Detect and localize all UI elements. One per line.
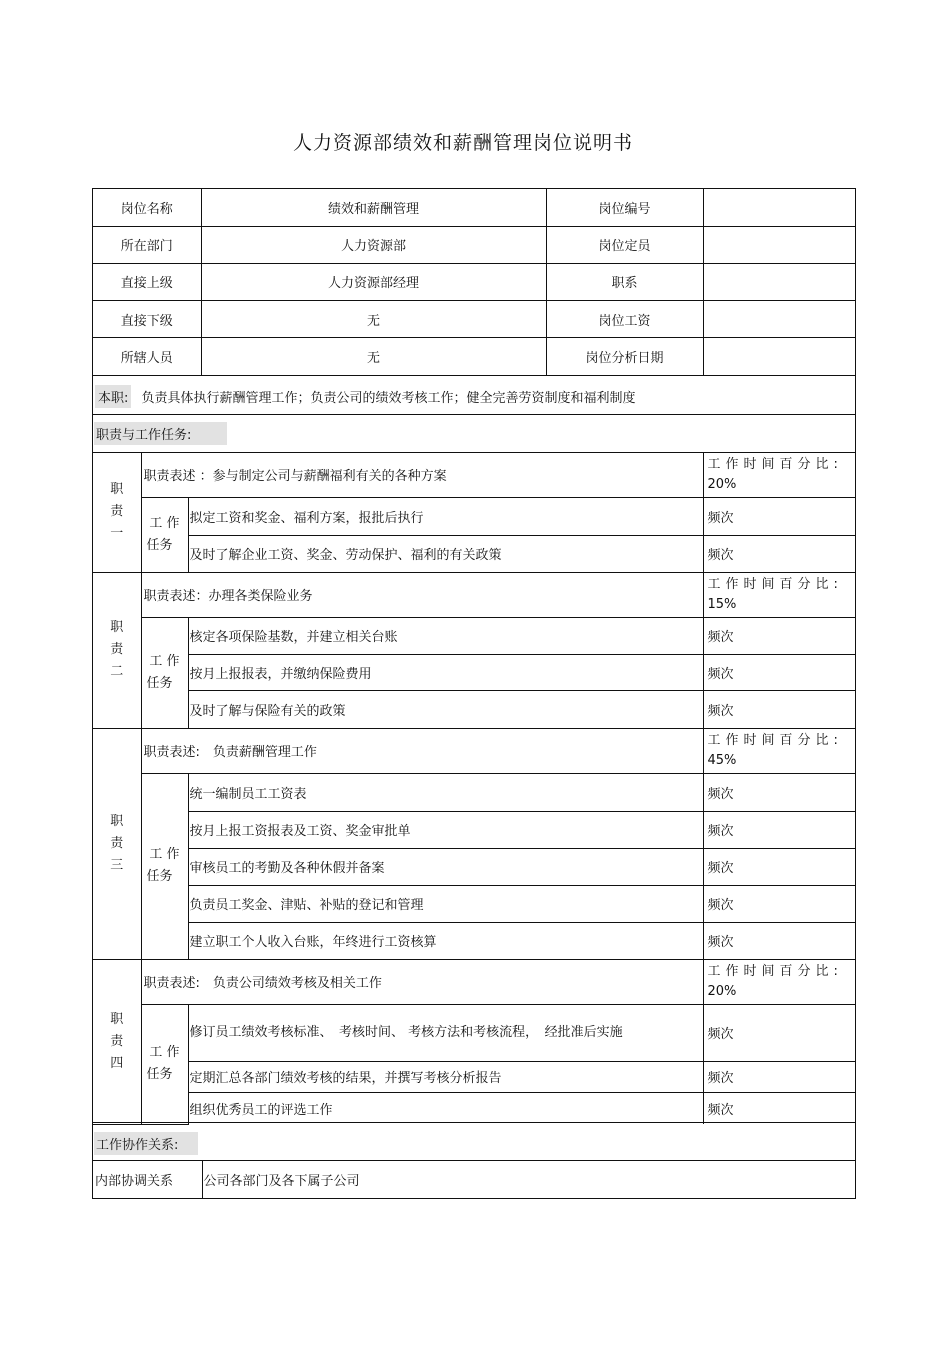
task-frequency: 频次 — [703, 654, 855, 690]
task-label: 工 作 任务 — [141, 1004, 188, 1124]
task-item: 负责员工奖金、津贴、补贴的登记和管理 — [188, 885, 703, 922]
task-frequency: 频次 — [703, 617, 855, 654]
duty-label: 职 责 三 — [93, 728, 141, 959]
info-label: 所辖人员 — [93, 338, 201, 375]
info-label: 职系 — [546, 263, 703, 300]
duty-description: 职责表述: 负责薪酬管理工作 — [141, 728, 703, 773]
duty-description: 职责表述: 负责公司绩效考核及相关工作 — [141, 959, 703, 1004]
task-frequency: 频次 — [703, 885, 855, 922]
task-frequency: 频次 — [703, 1004, 855, 1061]
duty-description: 职责表述：办理各类保险业务 — [141, 572, 703, 617]
internal-label: 内部协调关系 — [93, 1161, 202, 1198]
task-item: 审核员工的考勤及各种休假并备案 — [188, 848, 703, 885]
info-value — [703, 189, 855, 226]
task-item: 及时了解企业工资、奖金、劳动保护、福利的有关政策 — [188, 535, 703, 572]
duty-percent: 工作时间百分比: 15% — [703, 572, 855, 617]
info-label: 岗位定员 — [546, 226, 703, 263]
duty-description: 职责表述 ：参与制定公司与薪酬福利有关的各种方案 — [141, 453, 703, 497]
task-frequency: 频次 — [703, 1061, 855, 1092]
task-frequency: 频次 — [703, 535, 855, 572]
info-value: 无 — [201, 338, 546, 375]
task-item: 组织优秀员工的评选工作 — [188, 1092, 703, 1124]
task-item: 定期汇总各部门绩效考核的结果，并撰写考核分析报告 — [188, 1061, 703, 1092]
info-value: 人力资源部经理 — [201, 263, 546, 300]
task-frequency: 频次 — [703, 773, 855, 811]
task-item: 拟定工资和奖金、福利方案，报批后执行 — [188, 497, 703, 535]
duty-label: 职 责 一 — [93, 453, 141, 572]
info-value: 绩效和薪酬管理 — [201, 189, 546, 226]
main-duty-label: 本职: — [95, 385, 131, 408]
cooperation-header: 工作协作关系: — [94, 1132, 198, 1155]
task-item: 建立职工个人收入台账，年终进行工资核算 — [188, 922, 703, 959]
task-frequency: 频次 — [703, 922, 855, 959]
info-label: 直接下级 — [93, 301, 201, 338]
info-value — [703, 263, 855, 300]
info-label: 岗位编号 — [546, 189, 703, 226]
duty-label: 职 责 二 — [93, 572, 141, 728]
task-item: 修订员工绩效考核标准、 考核时间、 考核方法和考核流程， 经批准后实施 — [188, 1004, 703, 1061]
main-duty-text: 负责具体执行薪酬管理工作；负责公司的绩效考核工作；健全完善劳资制度和福利制度 — [141, 391, 636, 406]
duties-header: 职责与工作任务: — [94, 422, 227, 445]
cooperation-header-row — [92, 1123, 856, 1161]
task-item: 按月上报报表，并缴纳保险费用 — [188, 654, 703, 690]
internal-coordination-row — [92, 1161, 856, 1199]
task-label: 工 作 任务 — [141, 617, 188, 728]
info-label: 岗位名称 — [93, 189, 201, 226]
duties-table — [92, 452, 856, 1123]
info-value: 人力资源部 — [201, 226, 546, 263]
duty-percent: 工作时间百分比: 45% — [703, 728, 855, 773]
task-item: 按月上报工资报表及工资、奖金审批单 — [188, 811, 703, 848]
info-label: 岗位工资 — [546, 301, 703, 338]
main-duty-row — [92, 376, 856, 415]
duties-header-row — [92, 415, 856, 452]
task-frequency: 频次 — [703, 497, 855, 535]
document-title: 人力资源部绩效和薪酬管理岗位说明书 — [292, 132, 633, 154]
info-label: 岗位分析日期 — [546, 338, 703, 375]
duty-percent: 工作时间百分比: 20% — [703, 959, 855, 1004]
task-item: 核定各项保险基数，并建立相关台账 — [188, 617, 703, 654]
task-item: 统一编制员工工资表 — [188, 773, 703, 811]
basic-info-table — [92, 188, 856, 376]
info-label: 所在部门 — [93, 226, 201, 263]
info-value — [703, 226, 855, 263]
duty-label: 职 责 四 — [93, 959, 141, 1124]
task-label: 工 作 任务 — [141, 773, 188, 959]
task-frequency: 频次 — [703, 690, 855, 728]
internal-value: 公司各部门及各下属子公司 — [202, 1161, 855, 1198]
info-label: 直接上级 — [93, 263, 201, 300]
duty-percent: 工作时间百分比: 20% — [703, 453, 855, 497]
info-value — [703, 301, 855, 338]
task-label: 工 作 任务 — [141, 497, 188, 572]
info-value — [703, 338, 855, 375]
info-value: 无 — [201, 301, 546, 338]
task-frequency: 频次 — [703, 811, 855, 848]
task-item: 及时了解与保险有关的政策 — [188, 690, 703, 728]
task-frequency: 频次 — [703, 848, 855, 885]
task-frequency: 频次 — [703, 1092, 855, 1124]
